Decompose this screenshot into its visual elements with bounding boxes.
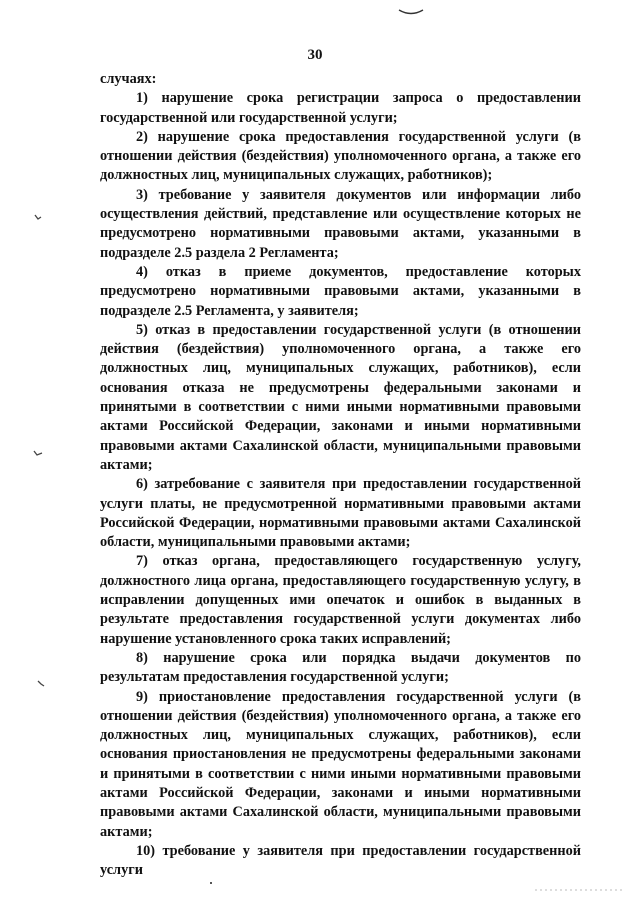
margin-tick-icon [33,448,43,458]
scan-dots-icon [535,888,625,892]
list-item-2: 2) нарушение срока предоставления государственной услуги (в отношении действия (бездействия) уполномоченного органа, а также его должностных лиц, муниципальных служащих, работников); [100,128,581,184]
scan-speck [210,882,212,884]
list-item-10: 10) требование у заявителя при предоставлении государственной услуги [100,842,581,879]
list-item-1: 1) нарушение срока регистрации запроса о предоставлении государственной или государственной услуги; [100,90,581,126]
margin-tick-icon [33,212,43,222]
page-number: 30 [307,47,323,63]
body-text [100,70,581,880]
list-item-5: 5) отказ в предоставлении государственной услуги (в отношении действия (бездействия) уполномоченного органа, а также его должностных лиц, муниципальных служащих, работников), если основания отказа не предусмотрены федеральными законами и принятыми в соответствии с ними иными нормативными правовыми актами Российской Федерации, законами и иными нормативными правовыми актами Сахалинской области, муниципальными правовыми актами; [100,321,581,473]
margin-tick-icon [36,678,46,688]
list-item-9: 9) приостановление предоставления государственной услуги (в отношении действия (бездействия) уполномоченного органа, а также его должностных лиц, муниципальных служащих, работников), если основания приостановления не предусмотрены федеральными законами и принятыми в соответствии с ними иными нормативными правовыми актами Российской Федерации, законами и иными нормативными правовыми актами Сахалинской области, муниципальными правовыми актами; [100,688,581,840]
scan-mark-icon [398,8,424,16]
list-item-7: 7) отказ органа, предоставляющего государственную услугу, должностного лица органа, предоставляющего государственную услугу, в исправлении допущенных ими опечаток и ошибок в выданных в результате предоставления государственной услуги документах либо нарушение установленного срока таких исправлений; [100,553,581,647]
list-item-3: 3) требование у заявителя документов или информации либо осуществления действий, представление или осуществление которых не предусмотрено нормативными правовыми актами, указанными в подразделе 2.5 раздела 2 Регламента; [100,186,581,261]
paragraph-intro: случаях: [100,71,157,87]
list-item-4: 4) отказ в приеме документов, предоставление которых предусмотрено нормативными правовыми актами, указанными в подразделе 2.5 Регламента, у заявителя; [100,263,581,319]
list-item-8: 8) нарушение срока или порядка выдачи документов по результатам предоставления государственной услуги; [100,649,581,686]
list-item-6: 6) затребование с заявителя при предоставлении государственной услуги платы, не предусмотренной нормативными правовыми актами Российской Федерации, нормативными правовыми актами Сахалинской области, муниципальными правовыми актами; [100,476,581,551]
